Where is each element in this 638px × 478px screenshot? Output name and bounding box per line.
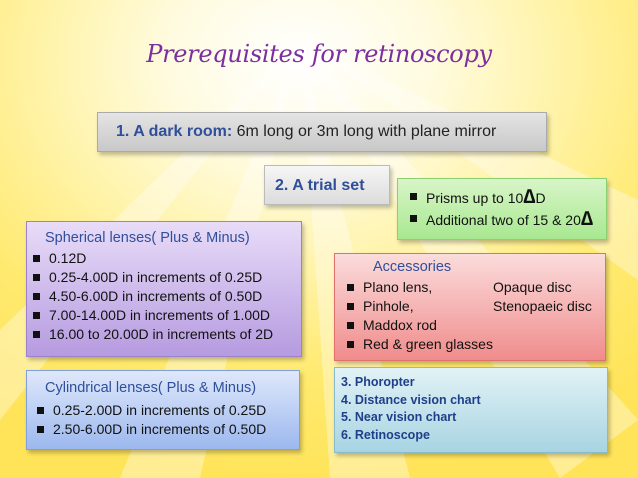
square-bullet-icon [347, 303, 354, 310]
distance-vision-chart-item: 4. Distance vision chart [341, 392, 481, 407]
list-item: 7.00-14.00D in increments of 1.00D [31, 306, 301, 325]
list-item: Prisms up to 10∆D [408, 187, 606, 209]
square-bullet-icon [33, 312, 40, 319]
accessories-box [334, 253, 606, 361]
slide-title: Prerequisites for retinoscopy [146, 40, 492, 68]
square-bullet-icon [37, 407, 44, 414]
dark-room-box [97, 112, 547, 152]
square-bullet-icon [347, 322, 354, 329]
cylindrical-lenses-box [26, 370, 300, 450]
square-bullet-icon [33, 331, 40, 338]
square-bullet-icon [33, 293, 40, 300]
square-bullet-icon [410, 193, 417, 200]
square-bullet-icon [347, 341, 354, 348]
prisms-list [408, 187, 606, 231]
near-vision-chart-item: 5. Near vision chart [341, 410, 457, 424]
list-item: Plano lens, Opaque disc [345, 278, 605, 297]
list-item: 4.50-6.00D in increments of 0.50D [31, 287, 301, 306]
prism-dioptre-delta-icon: ∆ [523, 186, 536, 208]
cylindrical-heading: Cylindrical lenses( Plus & Minus) [45, 380, 257, 396]
retinoscope-item: 6. Retinoscope [341, 427, 430, 442]
trial-set-box [264, 165, 390, 205]
square-bullet-icon [347, 284, 354, 291]
square-bullet-icon [33, 274, 40, 281]
list-item: Maddox rod [345, 316, 605, 335]
dark-room-label: 1. A dark room: [116, 123, 233, 140]
list-item: 2.50-6.00D in increments of 0.50D [35, 420, 299, 439]
list-item: Additional two of 15 & 20∆ [408, 209, 606, 231]
spherical-list [31, 249, 301, 344]
square-bullet-icon [33, 255, 40, 262]
square-bullet-icon [37, 426, 44, 433]
accessories-heading: Accessories [373, 259, 452, 275]
phoropter-item: 3. Phoropter [341, 375, 415, 389]
trial-set-label: 2. A trial set [275, 177, 365, 194]
spherical-lenses-box [26, 221, 302, 357]
list-item: 16.00 to 20.00D in increments of 2D [31, 325, 301, 344]
dark-room-text: 6m long or 3m long with plane mirror [236, 123, 497, 140]
list-item: 0.25-2.00D in increments of 0.25D [35, 401, 299, 420]
cylindrical-list [35, 401, 299, 439]
square-bullet-icon [410, 215, 417, 222]
prism-dioptre-delta-icon: ∆ [580, 208, 594, 230]
list-item: 0.12D [31, 249, 301, 268]
prisms-box [397, 178, 607, 240]
list-item: Pinhole, Stenopaeic disc [345, 297, 605, 316]
other-equipment-box [334, 367, 608, 453]
accessories-list [345, 278, 605, 354]
list-item: 0.25-4.00D in increments of 0.25D [31, 268, 301, 287]
list-item: Red & green glasses [345, 335, 605, 354]
spherical-heading: Spherical lenses( Plus & Minus) [45, 230, 250, 246]
